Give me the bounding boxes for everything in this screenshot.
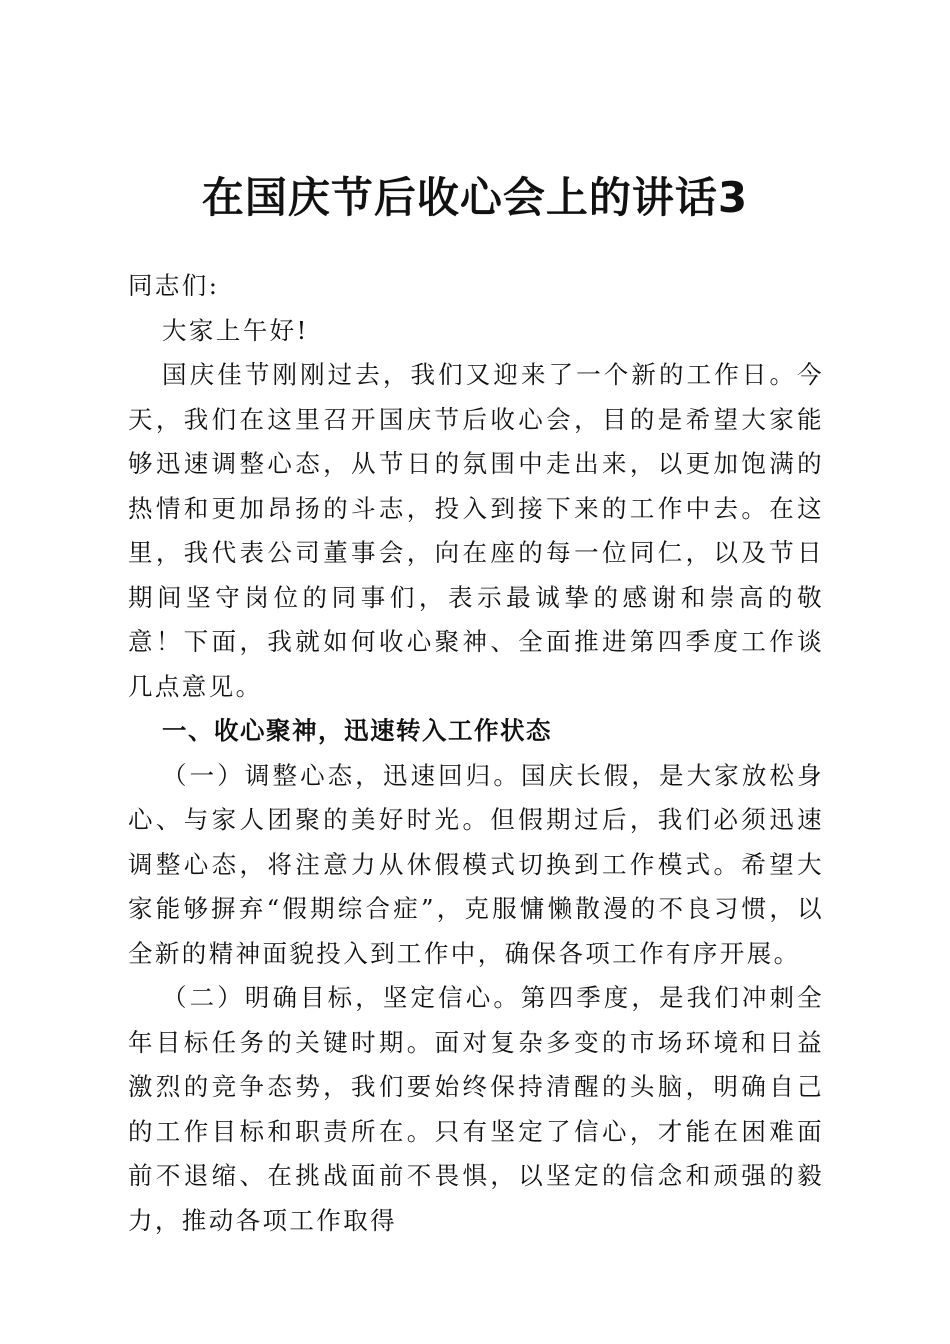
point-paragraph-2: （二）明确目标，坚定信心。第四季度，是我们冲刺全年目标任务的关键时期。面对复杂多变的市场环境和日益激烈的竞争态势，我们要始终保持清醒的头脑，明确自己的工作目标和职责所在。只有坚定了信心，才能在困难面前不退缩、在挑战面前不畏惧，以坚定的信念和顽强的毅力，推动各项工作取得 (128, 983, 824, 1235)
document-body (128, 264, 824, 1243)
point-paragraph-1: （一）调整心态，迅速回归。国庆长假，是大家放松身心、与家人团聚的美好时光。但假期过后，我们必须迅速调整心态，将注意力从休假模式切换到工作模式。希望大家能够摒弃“假期综合症”，克服慵懒散漫的不良习惯，以全新的精神面貌投入到工作中，确保各项工作有序开展。 (128, 760, 824, 968)
section-heading: 一、收心聚神，迅速转入工作状态 (162, 716, 552, 745)
intro-paragraph: 国庆佳节刚刚过去，我们又迎来了一个新的工作日。今天，我们在这里召开国庆节后收心会，目的是希望大家能够迅速调整心态，从节日的氛围中走出来，以更加饱满的热情和更加昂扬的斗志，投入到接下来的工作中去。在这里，我代表公司董事会，向在座的每一位同仁，以及节日期间坚守岗位的同事们，表示最诚挚的感谢和崇高的敬意！下面，我就如何收心聚神、全面推进第四季度工作谈几点意见。 (128, 360, 824, 701)
document-title: 在国庆节后收心会上的讲话3 (201, 173, 749, 222)
salutation: 同志们: (128, 271, 220, 300)
greeting-paragraph: 大家上午好! (162, 315, 309, 345)
